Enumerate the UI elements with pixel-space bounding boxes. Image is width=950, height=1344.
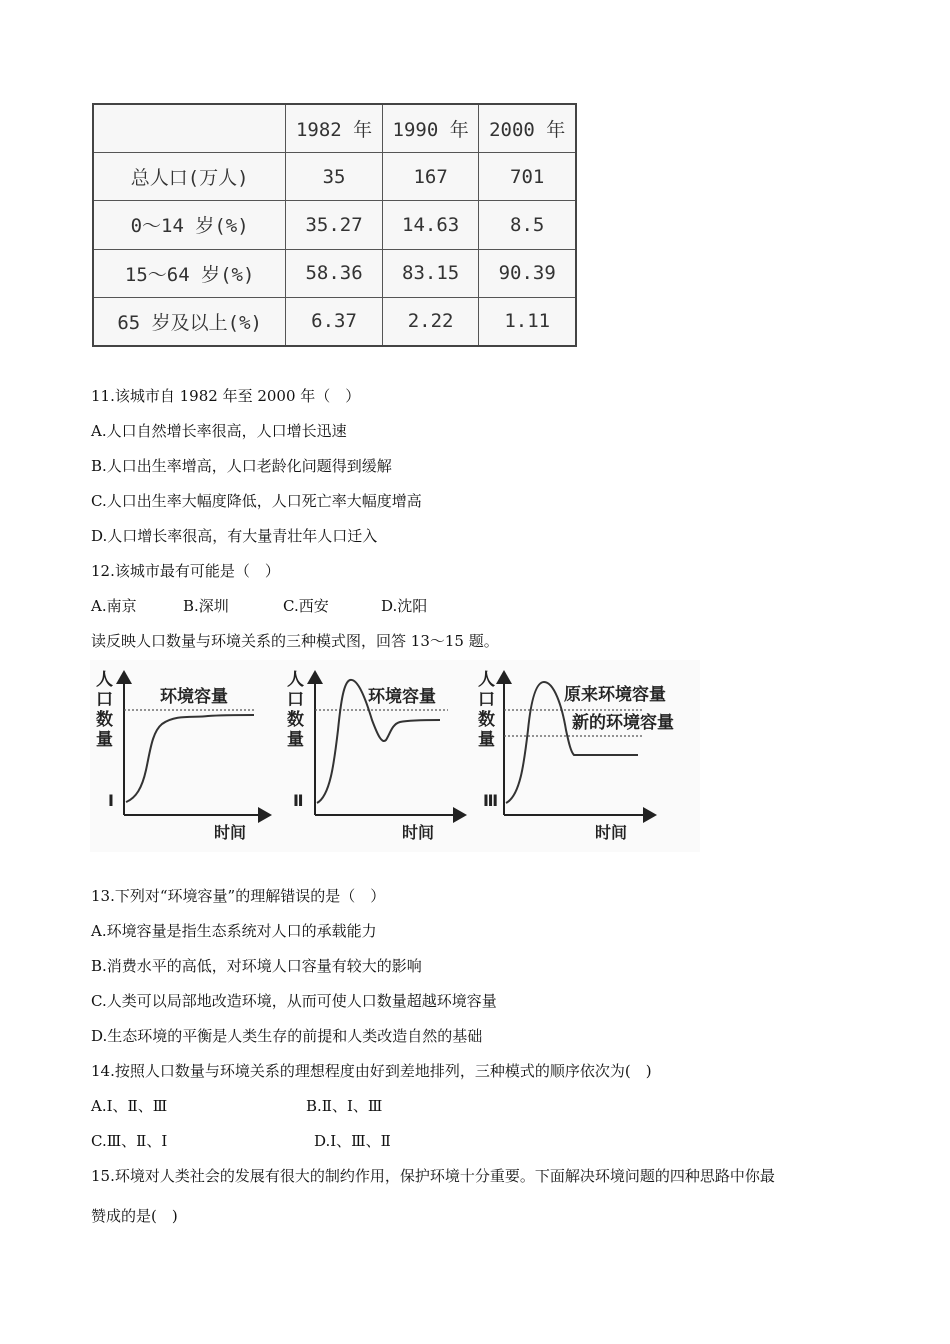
panel-numeral: Ⅲ	[483, 791, 499, 810]
y-label-char: 人	[287, 670, 304, 690]
table-header-cell: 2000 年	[479, 104, 576, 153]
question-11-stem: 11.该城市自 1982 年至 2000 年（ ）	[91, 387, 361, 405]
panel-3	[478, 670, 674, 842]
table-row	[93, 153, 576, 201]
question-13-option-c[interactable]: C.人类可以局部地改造环境，从而可使人口数量超越环境容量	[91, 992, 497, 1010]
panel-2	[287, 670, 465, 842]
question-11-option-a[interactable]: A.人口自然增长率很高，人口增长迅速	[91, 422, 347, 440]
table-cell: 35.27	[286, 201, 383, 249]
question-13-stem: 13.下列对“环境容量”的理解错误的是（ ）	[91, 887, 386, 905]
original-capacity-label: 原来环境容量	[564, 685, 666, 705]
question-14-option-d[interactable]: D.Ⅰ、Ⅲ、Ⅱ	[314, 1132, 391, 1150]
y-label-char: 人	[96, 670, 113, 690]
question-14-stem: 14.按照人口数量与环境关系的理想程度由好到差地排列，三种模式的顺序依次为( )	[91, 1062, 652, 1080]
question-12-option-b[interactable]: B.深圳	[183, 597, 229, 615]
question-11-option-c[interactable]: C.人口出生率大幅度降低，人口死亡率大幅度增高	[91, 492, 422, 510]
new-capacity-label: 新的环境容量	[572, 713, 674, 733]
table-cell: 14.63	[382, 201, 479, 249]
question-14-option-a[interactable]: A.Ⅰ、Ⅱ、Ⅲ	[91, 1097, 168, 1115]
table-cell: 8.5	[479, 201, 576, 249]
table-cell: 167	[382, 153, 479, 201]
table-cell: 83.15	[382, 249, 479, 297]
panel-1	[96, 670, 270, 842]
y-label-char: 量	[96, 730, 113, 750]
y-label-char: 数	[287, 710, 304, 730]
question-13-option-b[interactable]: B.消费水平的高低，对环境人口容量有较大的影响	[91, 957, 422, 975]
panel-numeral: Ⅰ	[108, 791, 114, 810]
x-label: 时间	[214, 823, 247, 842]
figure-intro: 读反映人口数量与环境关系的三种模式图，回答 13～15 题。	[91, 632, 499, 650]
population-environment-figure	[90, 660, 700, 852]
question-13-option-a[interactable]: A.环境容量是指生态系统对人口的承载能力	[91, 922, 377, 940]
table-header-row	[93, 104, 576, 153]
x-label: 时间	[595, 823, 628, 842]
table-header-cell: 1990 年	[382, 104, 479, 153]
question-12-option-c[interactable]: C.西安	[283, 597, 329, 615]
figure-svg	[90, 660, 700, 852]
x-label: 时间	[402, 823, 435, 842]
table-cell: 90.39	[479, 249, 576, 297]
y-label-char: 人	[478, 670, 495, 690]
row-label: 15～64 岁(%)	[93, 249, 286, 297]
y-label-char: 口	[287, 690, 304, 710]
table-cell: 6.37	[286, 297, 383, 346]
table-row	[93, 297, 576, 346]
table-cell: 58.36	[286, 249, 383, 297]
question-12-option-d[interactable]: D.沈阳	[381, 597, 428, 615]
question-15-stem-line-2: 赞成的是( )	[91, 1207, 178, 1225]
y-label-char: 口	[478, 690, 495, 710]
question-14-option-b[interactable]: B.Ⅱ、Ⅰ、Ⅲ	[306, 1097, 383, 1115]
table-cell: 1.11	[479, 297, 576, 346]
capacity-label: 环境容量	[160, 687, 228, 707]
table-cell: 35	[286, 153, 383, 201]
y-label-char: 口	[96, 690, 113, 710]
question-11-option-b[interactable]: B.人口出生率增高，人口老龄化问题得到缓解	[91, 457, 392, 475]
question-12-stem: 12.该城市最有可能是（ ）	[91, 562, 280, 580]
question-12-option-a[interactable]: A.南京	[91, 597, 137, 615]
table-header-cell: 1982 年	[286, 104, 383, 153]
table-row	[93, 249, 576, 297]
table-cell: 701	[479, 153, 576, 201]
question-11-option-d[interactable]: D.人口增长率很高，有大量青壮年人口迁入	[91, 527, 378, 545]
y-label-char: 数	[96, 710, 113, 730]
population-table	[92, 103, 577, 347]
question-14-option-c[interactable]: C.Ⅲ、Ⅱ、Ⅰ	[91, 1132, 168, 1150]
table-header-cell	[93, 104, 286, 153]
row-label: 总人口(万人)	[93, 153, 286, 201]
table-cell: 2.22	[382, 297, 479, 346]
table-row	[93, 201, 576, 249]
row-label: 0～14 岁(%)	[93, 201, 286, 249]
y-label-char: 量	[478, 730, 495, 750]
question-15-stem-line-1: 15.环境对人类社会的发展有很大的制约作用，保护环境十分重要。下面解决环境问题的四种思路中你最	[91, 1167, 775, 1185]
y-label-char: 数	[478, 710, 495, 730]
capacity-label: 环境容量	[368, 687, 436, 707]
row-label: 65 岁及以上(%)	[93, 297, 286, 346]
population-curve	[126, 715, 254, 802]
panel-numeral: Ⅱ	[293, 791, 304, 810]
y-label-char: 量	[287, 730, 304, 750]
question-13-option-d[interactable]: D.生态环境的平衡是人类生存的前提和人类改造自然的基础	[91, 1027, 483, 1045]
